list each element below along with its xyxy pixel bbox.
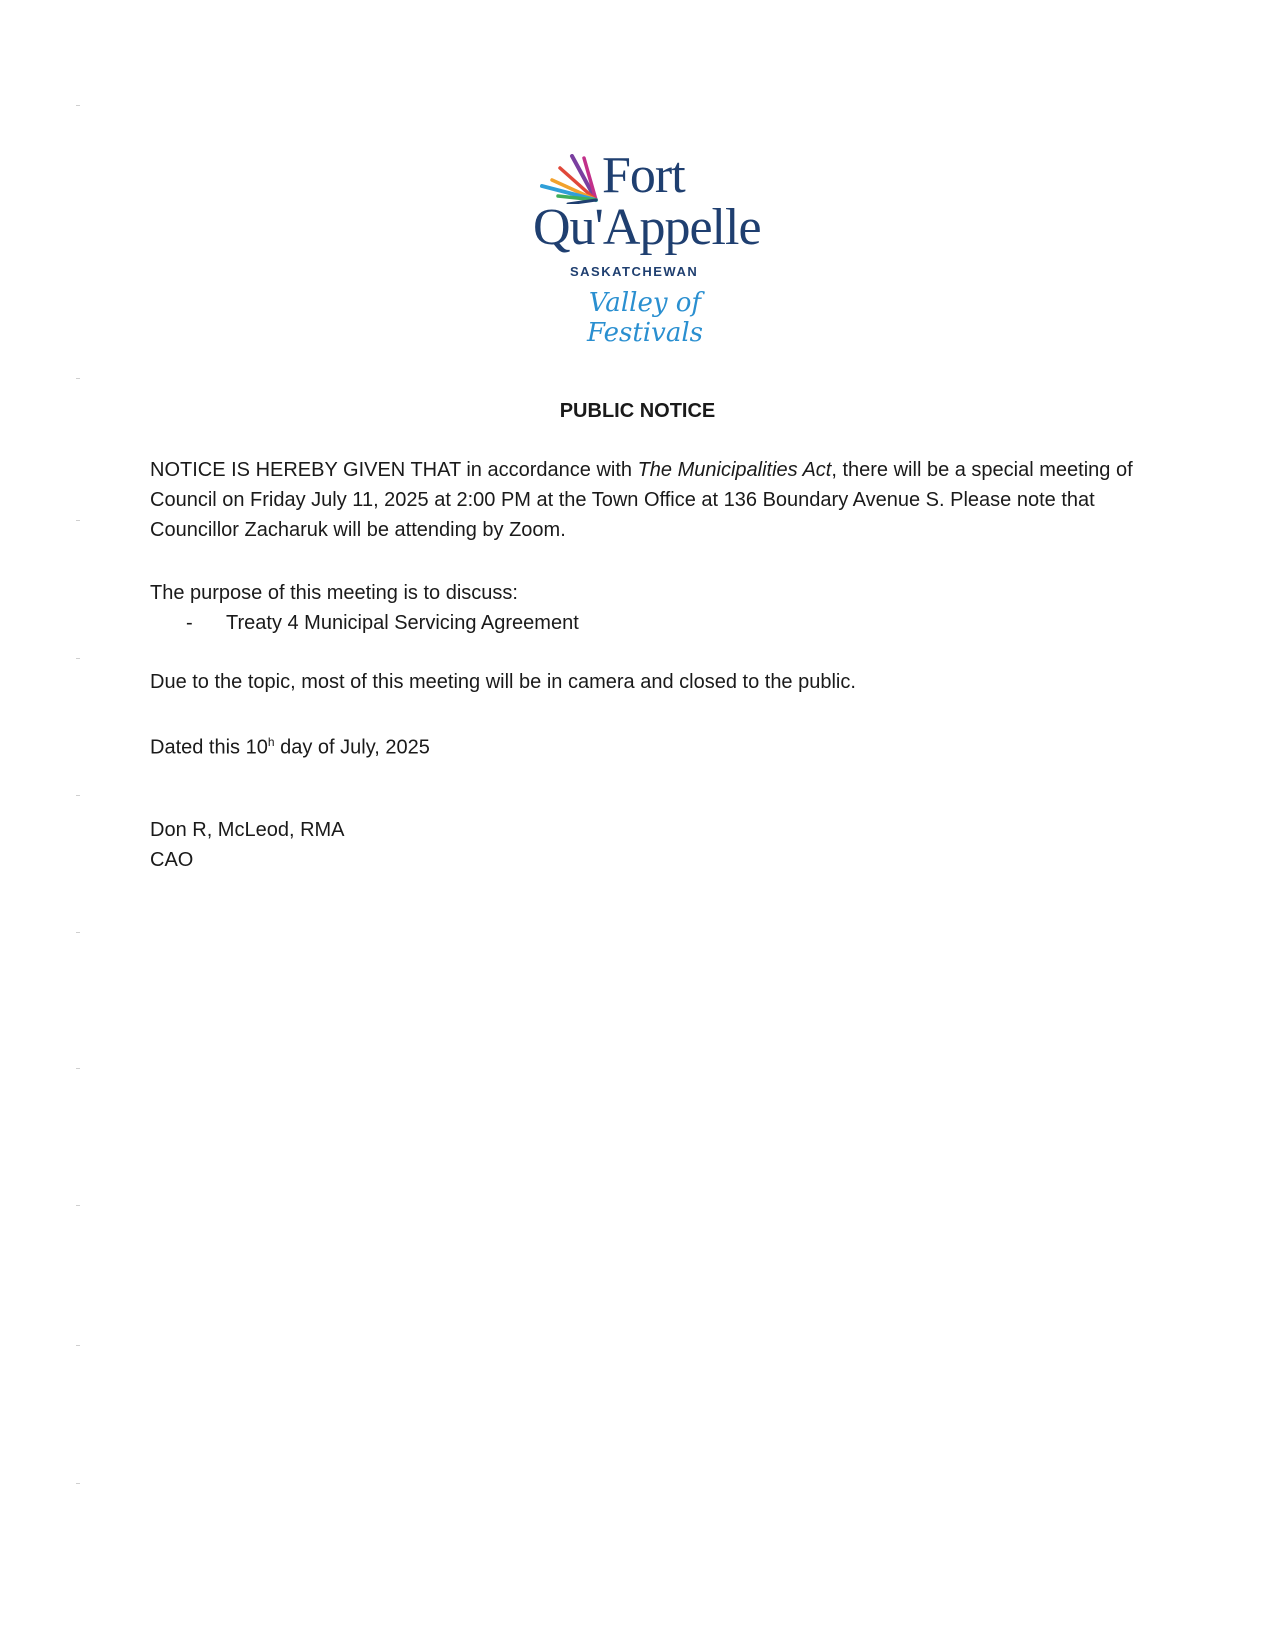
scan-mark (76, 378, 80, 379)
scan-mark (76, 1068, 80, 1069)
signatory-name: Don R, McLeod, RMA (150, 819, 345, 841)
act-name: The Municipalities Act (637, 459, 832, 481)
dated-end: day of July, 2025 (274, 736, 430, 759)
agenda-item-text: Treaty 4 Municipal Servicing Agreement (226, 612, 579, 634)
festival-burst-icon (538, 154, 608, 204)
dated-ordinal: h (267, 735, 275, 749)
closed-session-note: Due to the topic, most of this meeting will be in camera and closed to the public. (150, 671, 856, 693)
scan-mark (76, 520, 80, 521)
scan-mark (76, 1345, 80, 1346)
dated-line (150, 727, 1135, 763)
scan-mark (76, 932, 80, 933)
logo-tagline: Valley of Festivals (587, 288, 703, 348)
notice-text-start: NOTICE IS HEREBY GIVEN THAT in accordance with (150, 459, 638, 481)
purpose-intro: The purpose of this meeting is to discuss: (150, 582, 518, 604)
notice-paragraph (150, 455, 1135, 545)
logo-word-quappelle: Qu'Appelle (533, 199, 761, 256)
scan-mark (76, 105, 80, 106)
signature-block (150, 815, 345, 875)
notice-text-rest: , there will be a special meeting of Council on Friday July 11, 2025 at 2:00 PM at the Town Office at 136 Boundary Avenue S. Please note that Councillor Zacharuk will be attending by Zoom. (150, 459, 1133, 541)
dated-start: Dated this 10 (150, 736, 268, 759)
agenda-item (186, 608, 579, 638)
scan-mark (76, 1205, 80, 1206)
logo-word-fort: Fort (602, 147, 685, 204)
bullet-dash: - (186, 612, 193, 634)
signatory-role: CAO (150, 849, 194, 871)
town-logo (530, 147, 761, 348)
notice-title: PUBLIC NOTICE (559, 400, 716, 422)
logo-province: SASKATCHEWAN (570, 264, 699, 279)
scan-mark (76, 1483, 80, 1484)
scan-mark (76, 658, 80, 659)
scan-mark (76, 795, 80, 796)
